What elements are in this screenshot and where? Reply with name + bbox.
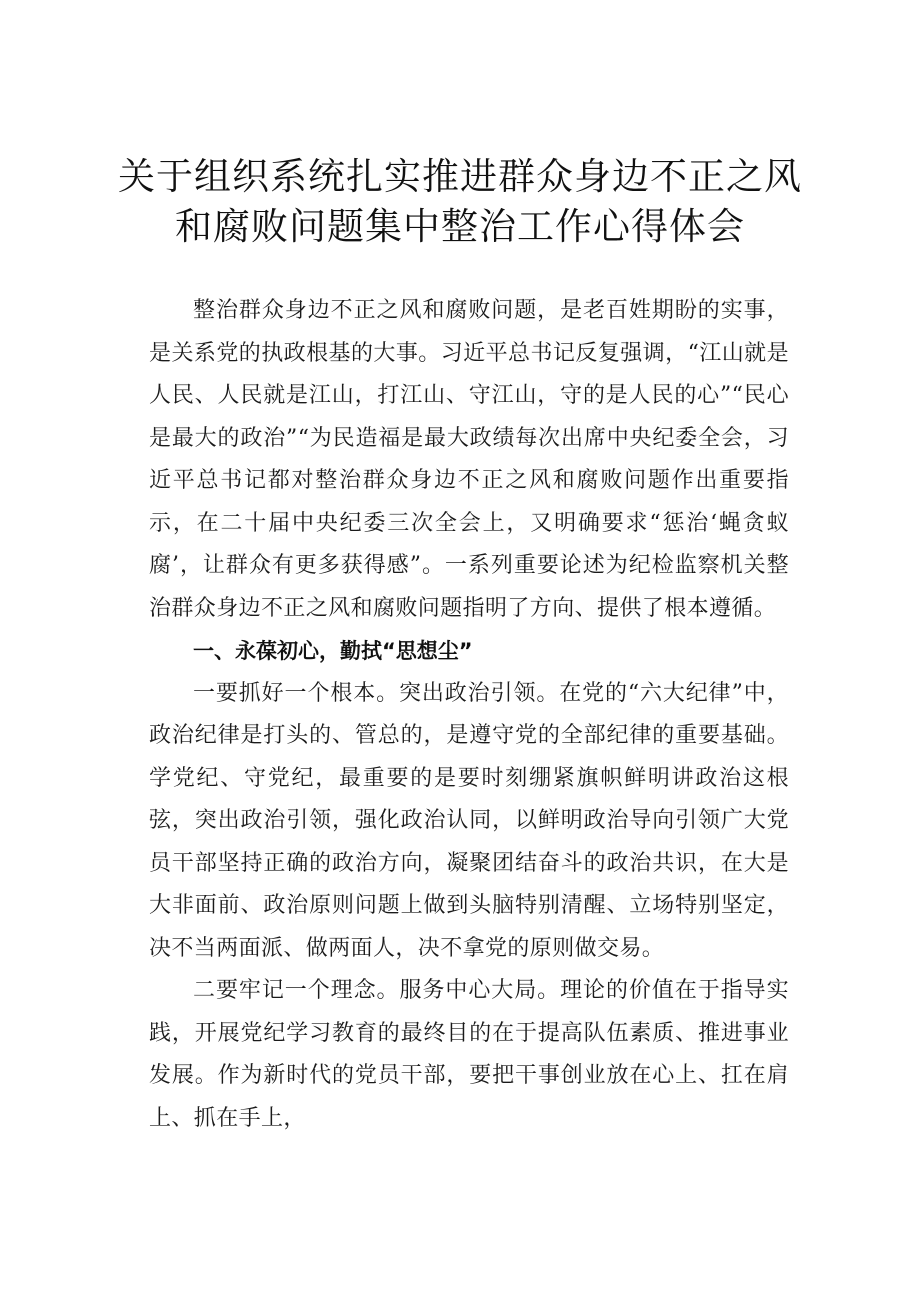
section-1-paragraph-1: 一要抓好一个根本。突出政治引领。在党的“六大纪律”中，政治纪律是打头的、管总的，是遵守党的全部纪律的重要基础。学党纪、守党纪，最重要的是要时刻绷紧旗帜鲜明讲政治这根弦，突出政治引领，强化政治认同，以鲜明政治导向引领广大党员干部坚持正确的政治方向，凝聚团结奋斗的政治共识，在大是大非面前、政治原则问题上做到头脑特别清醒、立场特别坚定，决不当两面派、做两面人，决不拿党的原则做交易。: [149, 680, 789, 961]
section-1-heading: 一、永葆初心，勤拭“思想尘”: [193, 639, 473, 663]
intro-paragraph: 整治群众身边不正之风和腐败问题，是老百姓期盼的实事，是关系党的执政根基的大事。习近平总书记反复强调，“江山就是人民、人民就是江山，打江山、守江山，守的是人民的心”“民心是最大的政治”“为民造福是最大政绩每次出席中央纪委全会，习近平总书记都对整治群众身边不正之风和腐败问题作出重要指示，在二十届中央纪委三次全会上，又明确要求“惩治‘蝇贪蚁腐’，让群众有更多获得感”。一系列重要论述为纪检监察机关整治群众身边不正之风和腐败问题指明了方向、提供了根本遵循。: [149, 298, 789, 621]
document-body: [149, 290, 789, 1140]
title-line-1: 关于组织系统扎实推进群众身边不正之风: [118, 155, 802, 198]
title-line-2: 和腐败问题集中整治工作心得体会: [175, 205, 745, 248]
section-1-paragraph-2: 二要牢记一个理念。服务中心大局。理论的价值在于指导实践，开展党纪学习教育的最终目的在于提高队伍素质、推进事业发展。作为新时代的党员干部，要把干事创业放在心上、扛在肩上、抓在手上，: [149, 978, 789, 1131]
document-title: [100, 152, 820, 252]
